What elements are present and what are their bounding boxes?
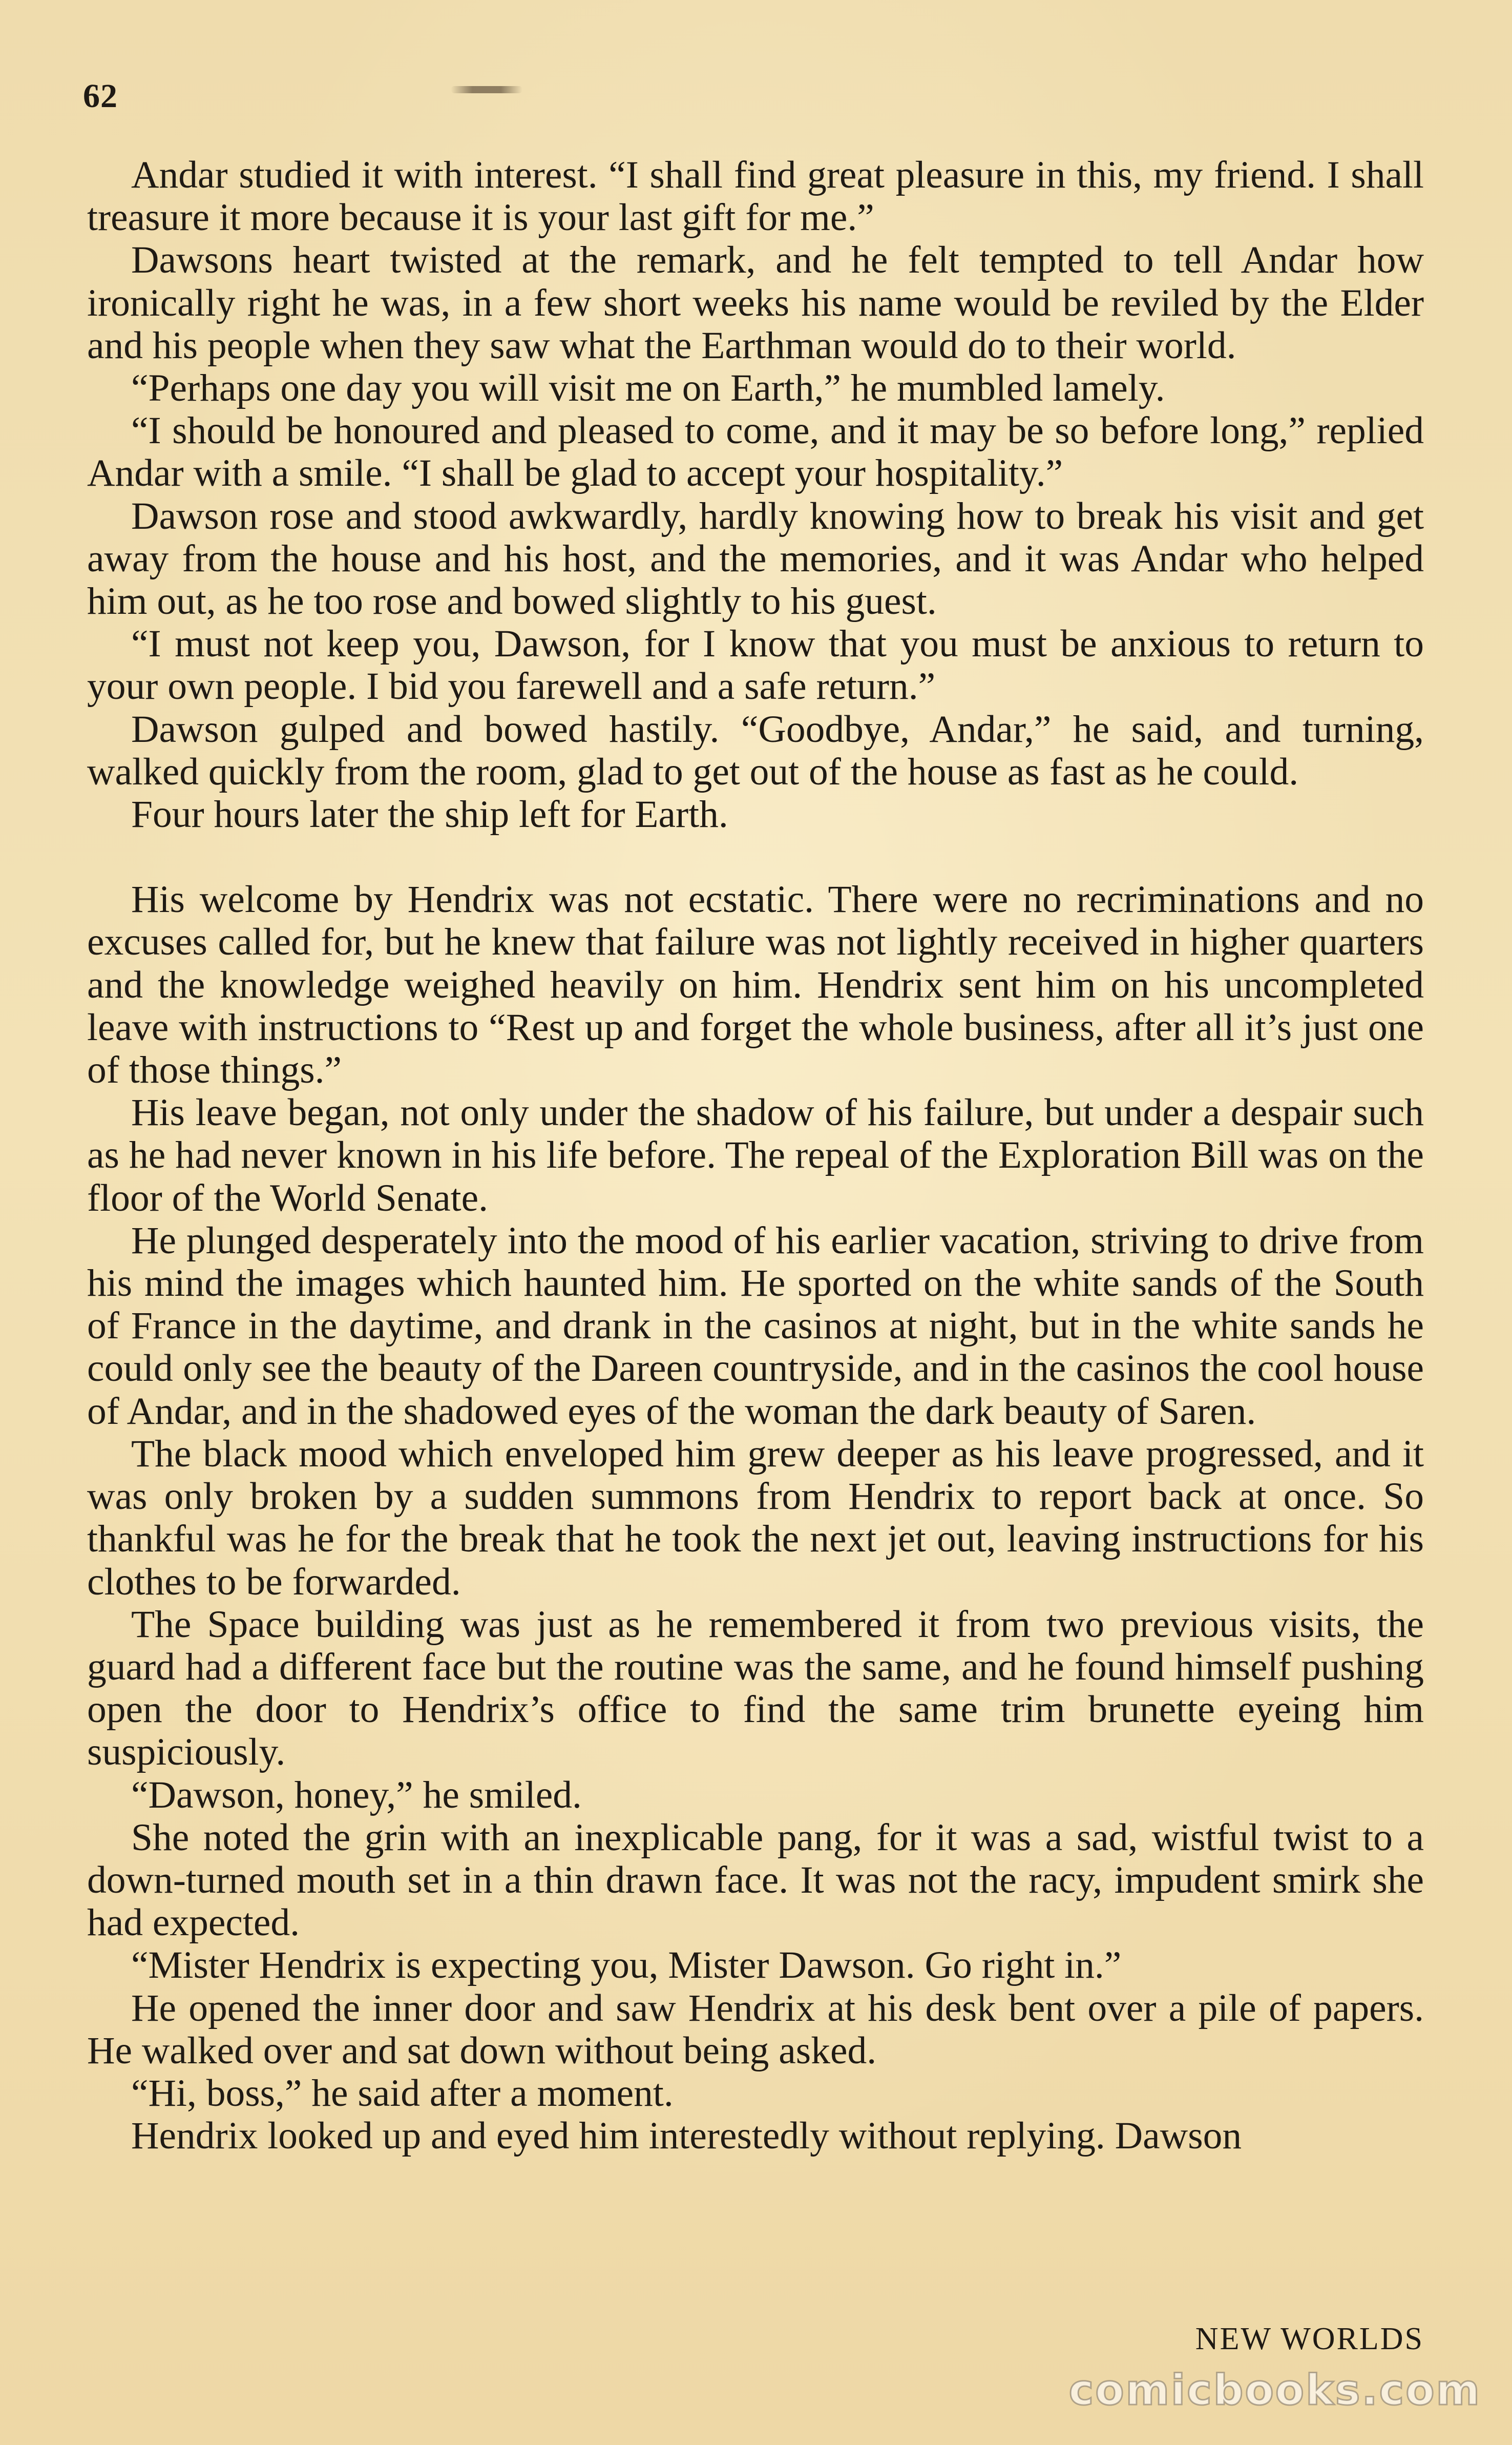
page-number: 62	[83, 77, 118, 115]
paragraph: The black mood which enveloped him grew deeper as his leave progressed, and it was only broken by a sudden summons from Hendrix to report back at once. So thankful was he for the break that he took the next jet out, leaving instructions for his clothes to be forwarded.	[87, 1432, 1424, 1603]
paragraph: “I must not keep you, Dawson, for I know that you must be anxious to return to your own people. I bid you farewell and a safe return.”	[87, 623, 1424, 708]
paragraph: “Mister Hendrix is expecting you, Mister Dawson. Go right in.”	[131, 1944, 1122, 1987]
paragraph: His leave began, not only under the shadow of his failure, but under a despair such as he had never known in his life before. The repeal of the Exploration Bill was on the floor of the World Senate.	[87, 1091, 1424, 1219]
paragraph: “Hi, boss,” he said after a moment.	[131, 2071, 674, 2115]
paragraph: Dawson gulped and bowed hastily. “Goodbye, Andar,” he said, and turning, walked quickly from the room, glad to get out of the house as fast as he could.	[87, 708, 1424, 793]
paragraph: Andar studied it with interest. “I shall find great pleasure in this, my friend. I shall treasure it more because it is your last gift for me.”	[87, 154, 1424, 239]
paragraph: Four hours later the ship left for Earth.	[131, 793, 728, 836]
magazine-title: NEW WORLDS	[1195, 2322, 1424, 2356]
paragraph: His welcome by Hendrix was not ecstatic. There were no recriminations and no excuses called for, but he knew that failure was not lightly received in higher quarters and the knowledge weighed heavily on him. Hendrix sent him on his uncompleted leave with instructions to “Rest up and forget the whole business, after all it’s just one of those things.”	[87, 878, 1424, 1092]
story-text	[87, 154, 1424, 2157]
paragraph: “Perhaps one day you will visit me on Earth,” he mumbled lamely.	[131, 367, 1165, 410]
paragraph: He plunged desperately into the mood of his earlier vacation, striving to drive from his mind the images which haunted him. He sported on the white sands of the South of France in the daytime, and drank in the casinos at night, but in the white sands he could only see the beauty of the Dareen countryside, and in the casinos the cool house of Andar, and in the shadowed eyes of the woman the dark beauty of Saren.	[87, 1219, 1424, 1433]
paragraph: Dawson rose and stood awkwardly, hardly knowing how to break his visit and get away from the house and his host, and the memories, and it was Andar who helped him out, as he too rose and bowed slightly to his guest.	[87, 494, 1424, 623]
watermark-logo: comicbooks.com	[1068, 2366, 1481, 2415]
paragraph: Dawsons heart twisted at the remark, and he felt tempted to tell Andar how ironically right he was, in a few short weeks his name would be reviled by the Elder and his people when they saw what the Earthman would do to their world.	[87, 239, 1424, 367]
paragraph: He opened the inner door and saw Hendrix at his desk bent over a pile of papers. He walked over and sat down without being asked.	[87, 1986, 1424, 2072]
paragraph: Hendrix looked up and eyed him interestedly without replying. Dawson	[131, 2115, 1242, 2158]
section-break	[87, 836, 1424, 878]
header-ornament	[451, 86, 522, 93]
paragraph: “I should be honoured and pleased to come, and it may be so before long,” replied Andar with a smile. “I shall be glad to accept your hospitality.”	[87, 409, 1424, 495]
paragraph: “Dawson, honey,” he smiled.	[131, 1773, 582, 1816]
paragraph: She noted the grin with an inexplicable pang, for it was a sad, wistful twist to a down-turned mouth set in a thin drawn face. It was not the racy, impudent smirk she had expected.	[87, 1816, 1424, 1944]
paragraph: The Space building was just as he remembered it from two previous visits, the guard had a different face but the routine was the same, and he found himself pushing open the door to Hendrix’s office to find the same trim brunette eyeing him suspiciously.	[87, 1603, 1424, 1774]
